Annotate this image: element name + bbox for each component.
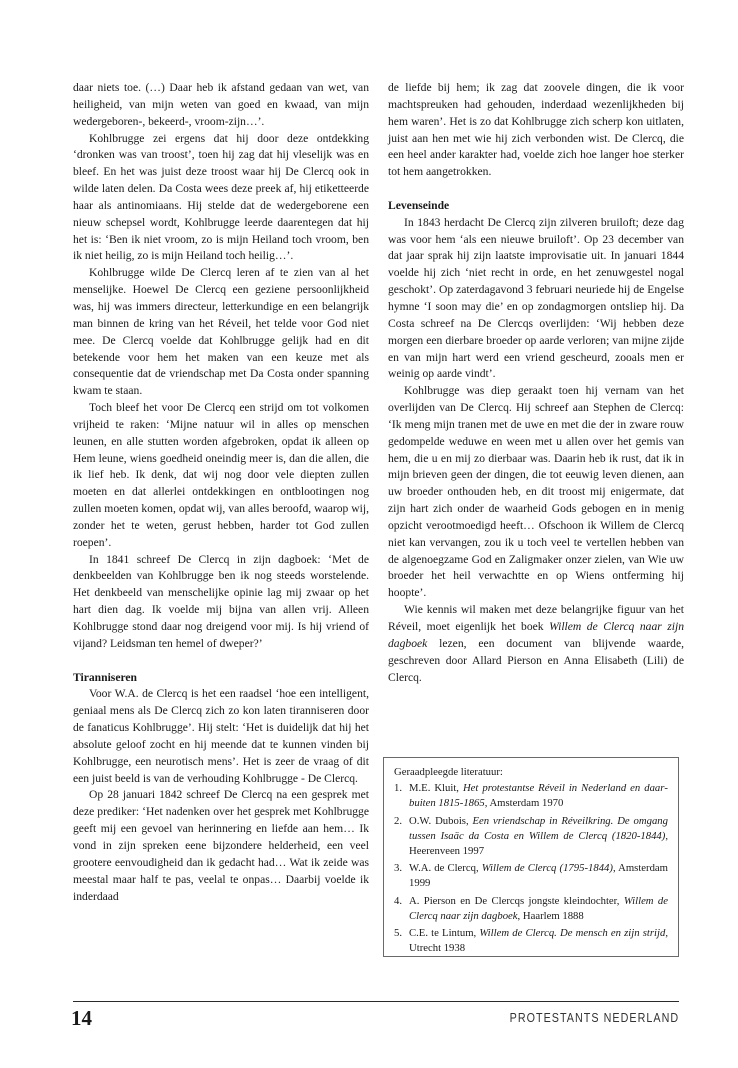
paragraph: Toch bleef het voor De Clercq een strijd om tot volkomen vrijheid te raken: ‘Mijne natuur wil in alles op menschen leunen, en alle stutten worden afgebroken, opdat ik alleen op Hem leune, wiens goedheid oneindig meer is, dan die allen, die ik lief heb. Ik denk, dat wij nog door vele diepten zullen moeten en dat allerlei ontdekkingen en ontblootingen nog zullen moeten komen, opdat wij, van alles beroofd, waarop wij, zonder het te weten, gerust hebben, harder tot God zullen roepen’. bbox=[73, 401, 369, 549]
item-title: Willem de Clercq. De mensch en zijn strijd bbox=[479, 927, 666, 940]
paragraph: Kohlbrugge was diep geraakt toen hij vernam van het overlijden van De Clercq. Hij schreef aan Stephen de Clercq: ‘Ik meng mijn tranen met de uwe en met die der in zware rouw gedompelde weduwe en ween met u allen over het gemis van hem, die u en mij zo dierbaar was. Daarin heb ik rust, dat ik in mijn brieven geen der dingen, die tot eeuwig leven dienen, aan uw broeder onthouden heb, en dit troost mij enigermate, dat zijn hart zich onder de waarheid Gods gebogen en in menig opzicht verootmoedigd heeft… Ofschoon ik Willem de Clercq niet kan vervangen, zou ik u toch veel te vertellen hebben van de algenoegzame God en Zaligmaker onzer zielen, van Wie uw broeder het heil verwachtte en op Wiens ontferming hij hoopte’. bbox=[388, 384, 684, 600]
page-number: 14 bbox=[71, 1006, 92, 1030]
paragraph: de liefde bij hem; ik zag dat zoovele dingen, die ik voor machtspreuken had gehouden, inderdaad wezenlijkheden bij hem waren’. Het is zo dat Kohlbrugge zich scherp kon uitlaten, juist aan hen met wie hij zich verbonden wist. De Clercq, die een heel ander karakter had, voelde zich hoe langer hoe sterker tot hem aangetrokken. bbox=[388, 81, 684, 179]
text: lezen, een document van blijvende waarde, geschreven door Allard Pierson en Anna Elisabeth (Lili) de Clercq. bbox=[388, 636, 684, 684]
item-publication: , Heerenveen 1997 bbox=[409, 829, 668, 858]
item-publication: , Haarlem 1888 bbox=[517, 909, 584, 922]
section-heading-tiranniseren: Tiranniseren bbox=[73, 670, 137, 684]
item-author: M.E. Kluit, bbox=[409, 782, 463, 795]
literature-item bbox=[394, 926, 668, 956]
item-author: W.A. de Clercq, bbox=[409, 862, 482, 875]
item-number: 5. bbox=[394, 927, 403, 940]
literature-item bbox=[394, 861, 668, 891]
literature-item bbox=[394, 781, 668, 811]
item-title: Het protestantse Réveil in Nederland en daarbuiten 1815-1865 bbox=[409, 782, 668, 810]
paragraph: Kohlbrugge zei ergens dat hij door deze ontdekking ‘dronken was van troost’, toen hij zag dat hij vleselijk was en bleef. En het was juist deze troost waar hij De Clercq ook in wilde laten delen. Da Costa wees deze preek af, hij etiketteerde haar als antinomiaans. Hij stelde dat de wedergeborene een nieuw schepsel wordt, Kohlbrugge leerde daarentegen dat hij het is: ‘Ben ik niet vroom, zo is mijn Heiland toch vroom, ben ik niet heilig, zo is mijn Heiland toch heilig…’. bbox=[73, 131, 369, 263]
left-column bbox=[73, 80, 369, 905]
paragraph bbox=[388, 602, 684, 686]
paragraph: Kohlbrugge wilde De Clercq leren af te zien van al het menselijke. Hoewel De Clercq een geziene persoonlijkheid was, hij was immers directeur, letterkundige en een belangrijk man binnen de kring van het Réveil, het telde voor God niet mee. De Clercq voelde dat Kohlbrugge gelijk had en dit betekende voor hem het maken van een keuze met als consequentie dat de vriendschap met Da Costa onder spanning kwam te staan. bbox=[73, 266, 369, 398]
literature-title: Geraadpleegde literatuur: bbox=[394, 766, 503, 778]
item-author: O.W. Dubois, bbox=[409, 814, 473, 827]
literature-box bbox=[383, 757, 679, 957]
literature-item bbox=[394, 894, 668, 924]
item-number: 1. bbox=[394, 782, 403, 795]
literature-item bbox=[394, 814, 668, 860]
item-number: 3. bbox=[394, 862, 403, 875]
item-number: 2. bbox=[394, 814, 403, 827]
item-author: C.E. te Lintum, bbox=[409, 927, 480, 940]
footer-rule bbox=[73, 1001, 679, 1002]
item-title: Een vriendschap in Réveilkring. De omgang tussen Isaäc da Costa en Willem de Clercq (1820-1844) bbox=[409, 814, 668, 842]
item-number: 4. bbox=[394, 894, 403, 907]
text: Wie kennis wil maken met deze belangrijke figuur van het Réveil, moet eigenlijk het boek bbox=[388, 603, 684, 633]
item-author: A. Pierson en De Clercqs jongste kleindochter, bbox=[409, 894, 624, 907]
item-title: Willem de Clercq (1795-1844) bbox=[481, 862, 613, 875]
item-title: Willem de Clercq naar zijn dagboek bbox=[409, 894, 668, 922]
paragraph: In 1841 schreef De Clercq in zijn dagboek: ‘Met de denkbeelden van Kohlbrugge ben ik nog steeds worstelende. Het denkbeeld van menschelijke opinie lag mij zwaar op het hart dien dag. Ik voelde mij bijna van allen vrij. Alleen Kohlbrugge stond daar nog dreigend voor mij. Is hij vriend of vijand? Leidsman ten hemel of dweper?’ bbox=[73, 552, 369, 650]
right-column bbox=[388, 80, 684, 686]
item-publication: , Amsterdam 1999 bbox=[409, 862, 668, 890]
item-publication: , Amsterdam 1970 bbox=[484, 797, 564, 810]
literature-list bbox=[394, 781, 668, 956]
paragraph: Op 28 januari 1842 schreef De Clercq na een gesprek met deze prediker: ‘Het nadenken over het gesprek met Kohlbrugge geeft mij een gevoel van herinnering en liefde aan hem… Ik vond in zijn spreken eene bijzondere helderheid, een veel grootere eenvoudigheid dan ik gedacht had… Wat ik zeide was meestal maar half te pas, veelal te onpas… Daarbij voelde ik inderdaad bbox=[73, 788, 369, 903]
paragraph: daar niets toe. (…) Daar heb ik afstand gedaan van wet, van heiligheid, van mijn weten van goed en kwaad, van mijn wedergeboren-, bekeerd-, vroom-zijn…’. bbox=[73, 81, 369, 128]
paragraph: In 1843 herdacht De Clercq zijn zilveren bruiloft; deze dag was voor hem ‘als een nieuwe bruiloft’. Op 23 december van dat jaar sprak hij zijn laatste improvisatie uit. In januari 1844 voelde hij zich ‘niet recht in orde, en het zenuwgestel nogal geschokt’. Op zaterdagavond 3 februari neuriede hij de Engelse hymne ‘I soon may die’ en op zondagmorgen ontsliep hij. Da Costa schreef na De Clercqs overlijden: ‘Wij hebben deze morgen een dierbare broeder op aarde verloren; van mijne zijde en van mijn hart werd een vriend gescheurd, zooals men er weinig op aarde vindt’. bbox=[388, 215, 684, 381]
section-heading-levenseinde: Levenseinde bbox=[388, 198, 450, 212]
paragraph: Voor W.A. de Clercq is het een raadsel ‘hoe een intelligent, geniaal mens als De Clercq zich zo kon laten tiranniseren door de fanaticus Kohlbrugge’. Hij stelt: ‘Het is duidelijk dat hij het absolute geloof zocht en hij meende dat te kunnen vinden bij Kohlbrugge, een neurotisch mens’. Het is zeer de vraag of dit een juist beeld is van de verhouding Kohlbrugge - De Clercq. bbox=[73, 687, 369, 785]
book-title: Willem de Clercq naar zijn dagboek bbox=[388, 620, 684, 650]
item-publication: , Utrecht 1938 bbox=[409, 927, 668, 955]
journal-title: PROTESTANTS NEDERLAND bbox=[509, 1011, 679, 1025]
